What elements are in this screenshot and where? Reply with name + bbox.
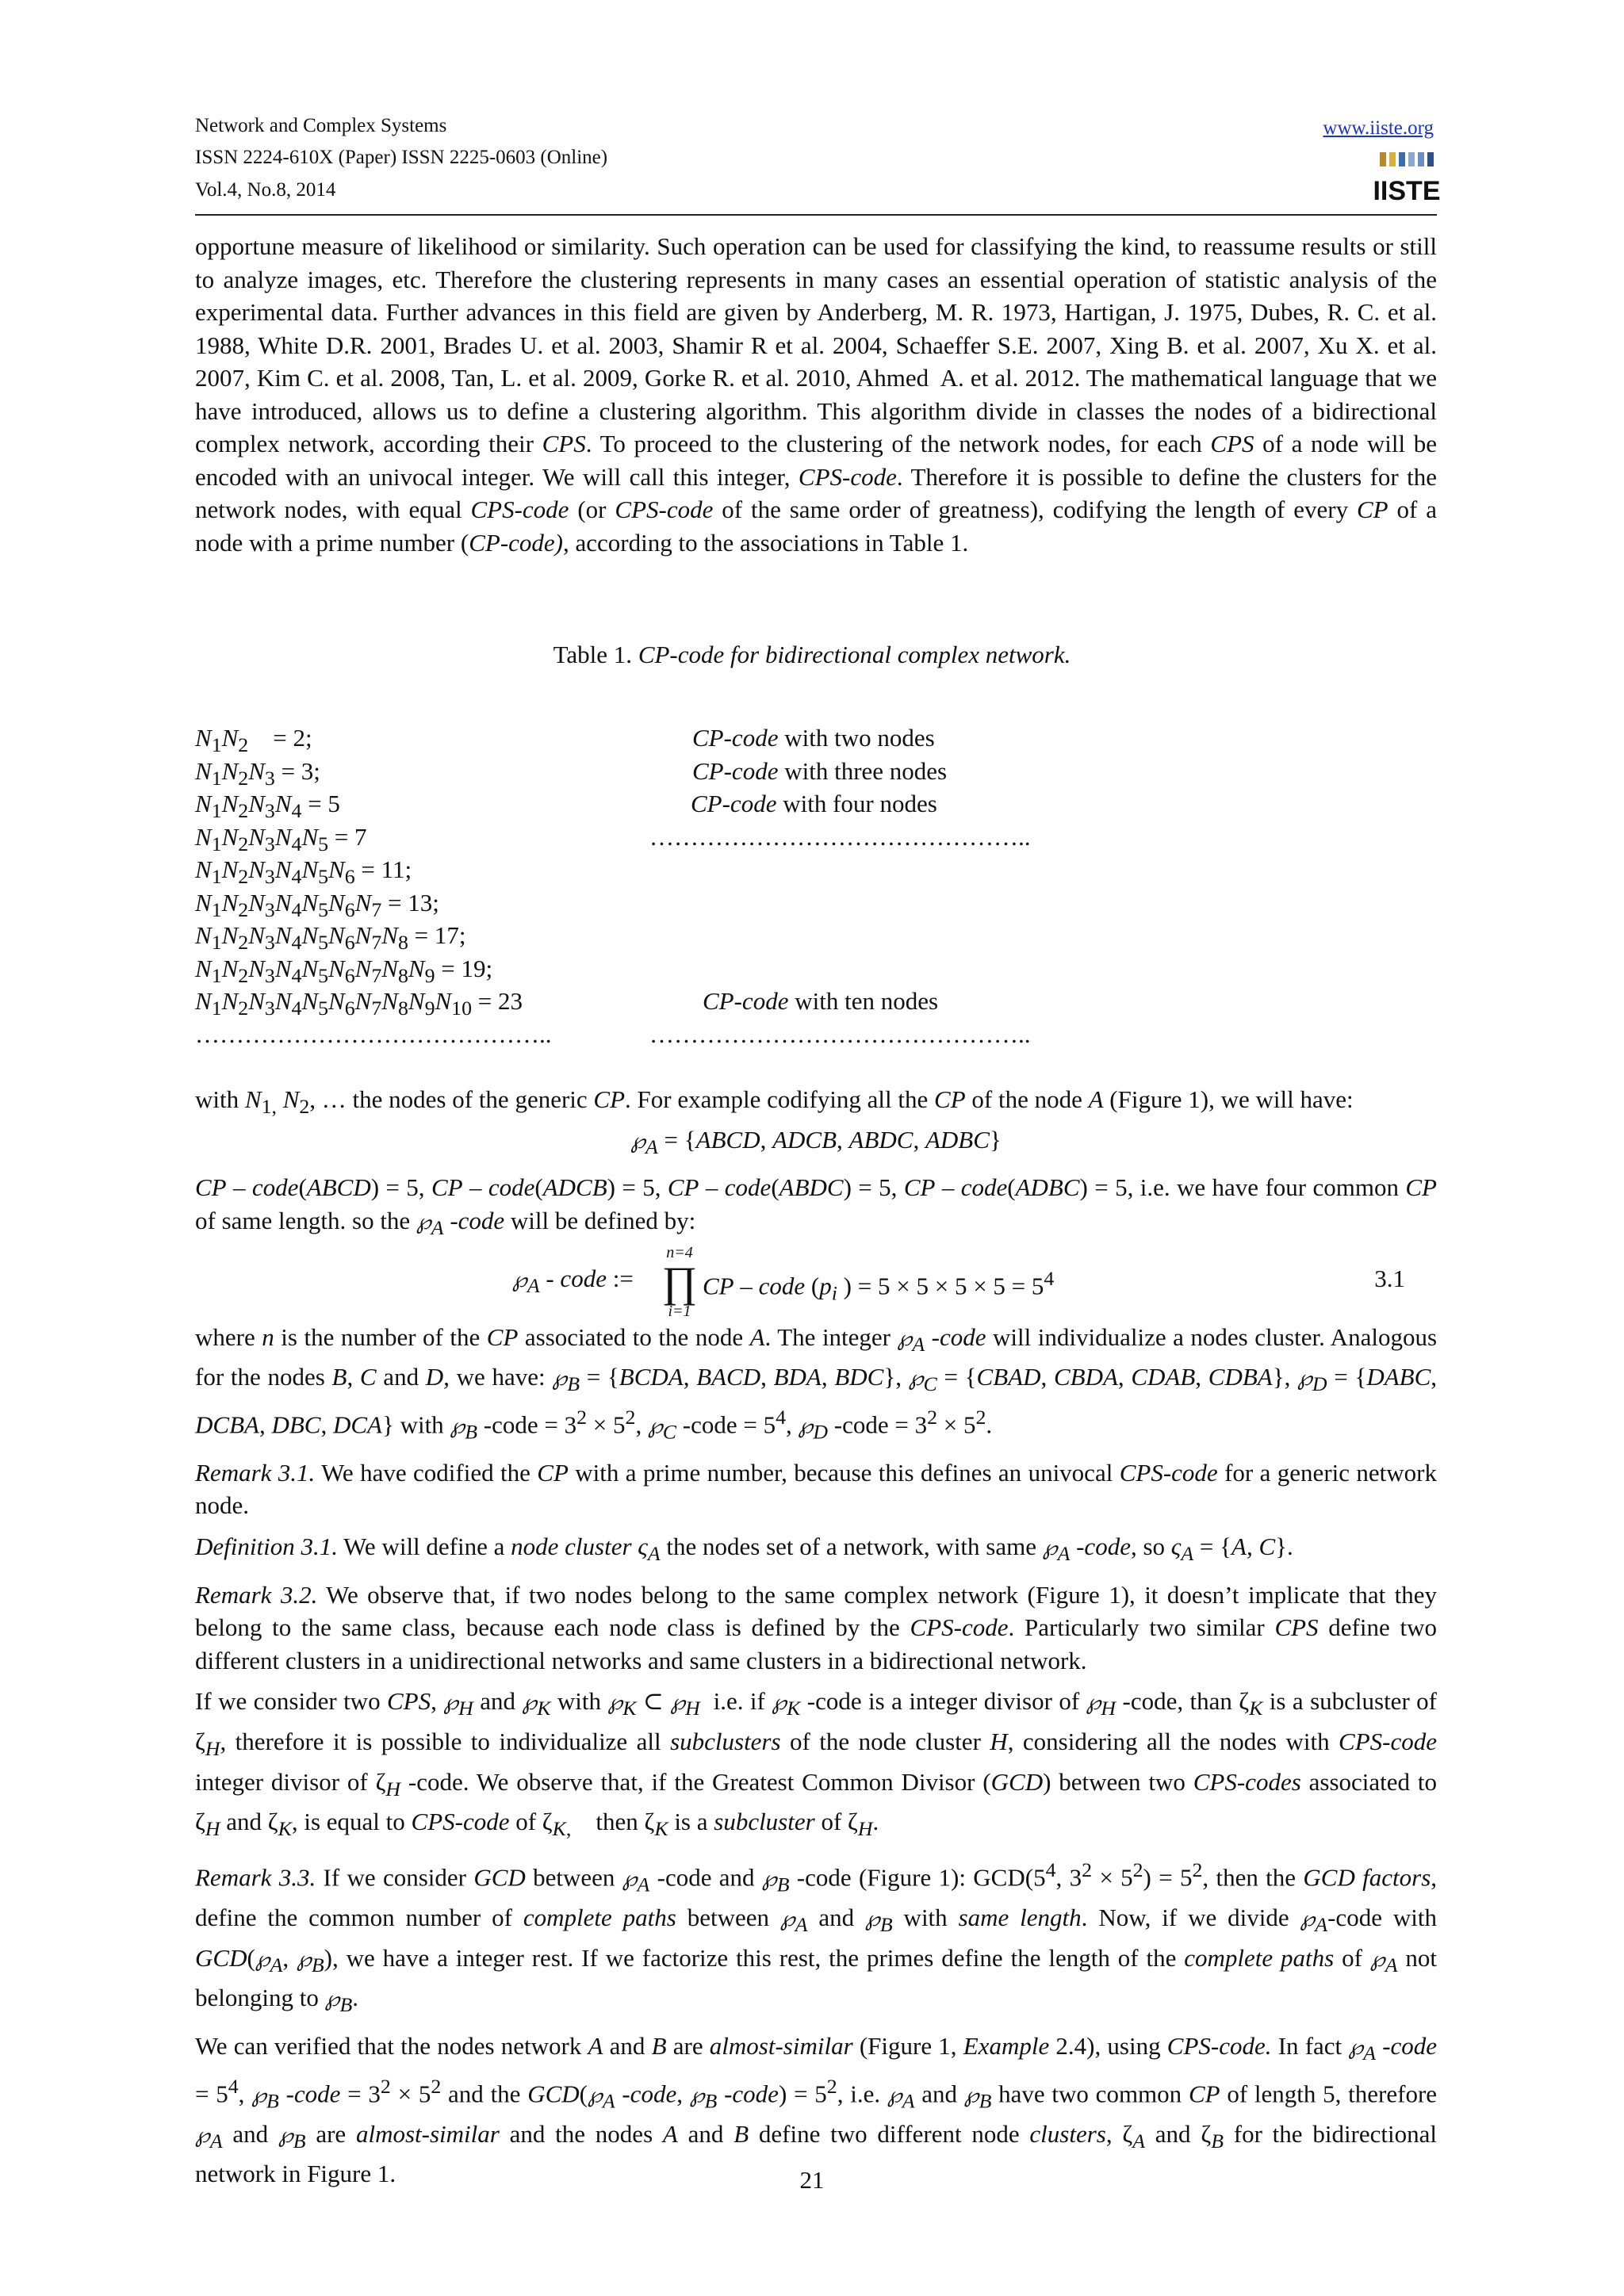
table-row: $N_1N_2N_3N_4N_5N_6N_7N_8 = 17$; (195, 921, 466, 955)
iiste-logo (1373, 149, 1441, 206)
page-number: 21 (799, 2166, 825, 2194)
equation-number: 3.1 (1374, 1264, 1405, 1292)
table-row: $N_1N_2N_3N_4N_5 = 7$ ……………………………………….. (195, 822, 1031, 855)
issn-line: ISSN 2224-610X (Paper) ISSN 2225-0603 (Online) (195, 147, 608, 168)
table-row: $N_1N_2N_3 = 3$; CP-code with three nodes (195, 756, 948, 790)
volume-line: Vol.4, No.8, 2014 (195, 179, 336, 201)
cp-code-table (195, 721, 1437, 1050)
main-text: with $N_{1,}$ $N_2$, … the nodes of the generic CP. For example codifying all the CP of the node A (Figure 1), we will have: $℘_A$ = {ABCD, ADCB, ABDC, ADBC} CP – code(ABCD) = 5, CP – code(ADCB) = 5, CP – code(ABDC) = 5, CP – code(ADBC) = 5, i.e. we have four common CP of same length. so the $℘_A$ -code will be defined by: n=4 ∏ i=1 $℘_A$ - code := CP – code ($p_i$ ) = $5 \times 5 \times 5 \times 5 = 5^4$ 3.1 where n is the number of the CP associated to the node A. The integer $℘_A$ -code will individualize a nodes cluster. Analogous for the nodes B, C and D, we have: $℘_B$ = {BCDA, BACD, BDA, BDC}, $℘_C$ = {CBAD, CBDA, CDAB, CDBA}, $℘_D$ = {DABC, DCBA, DBC, DCA} with $℘_B$ -code = $3^2 \times 5^2$, $℘_C$ -code = $5^4$, $℘_D$ -code = $3^2 \times 5^2$. Remark 3.1. We have codified the CP with a prime number, because this defines an univocal CPS-code for a generic network node. Definition 3.1. We will define a node cluster $\varsigma_A$ the nodes set of a network, with same $℘_A$ -code, so $\varsigma_A = \{A$, C}. Remark 3.2. We observe that, if two nodes belong to the same complex network (Figure 1), it doesn’t implicate that they belong to the same class, because each node class is defined by the CPS-code. Particularly two similar CPS define two different clusters in a unidirectional networks and same clusters in a bidirectional network. If we consider two CPS, $℘_H$ and $℘_K$ with $℘_K$ ⊂ $℘_H$ i.e. if $℘_K$ -code is a integer divisor of $℘_H$ -code, than $\zeta_K$ is a subcluster of $\zeta_H$, therefore it is possible to individualize all subclusters of the node cluster H, considering all the nodes with CPS-code integer divisor of $\zeta_H$ -code. We observe that, if the Greatest Common Divisor (GCD) between two CPS-codes associated to $\zeta_H$ and $\zeta_K$, is equal to CPS-code of $\zeta_{K,}$ then $\zeta_K$ is a subcluster of $\zeta_H$. Remark 3.3. If we consider GCD between $℘_A$ -code and $℘_B$ -code (Figure 1): $GCD(5^4$, $3^2 \times 5^2) = 5^2$, then the GCD factors, define the common number of complete paths between $℘_A$ and $℘_B$ with same length. Now, if we divide $℘_A$-code with $GCD(℘_A$, $℘_B$), we have a integer rest. If we factorize this rest, the primes define the length of the complete paths of $℘_A$ not belonging to $℘_B$. We can verified that the nodes network A and B are almost-similar (Figure 1, Example 2.4), using CPS-code. In fact $℘_A$ -code = $5^4$, $℘_B$ -code = $3^2 \times 5^2$ and the $GCD(℘_A$ -code, $℘_B$ -code) = $5^2$, i.e. $℘_A$ and $℘_B$ have two common CP of length 5, therefore $℘_A$ and $℘_B$ are almost-similar and the nodes A and B define two different node clusters, $\zeta_A$ and $\zeta_B$ for the bidirectional network in Figure 1. (195, 1085, 1438, 2188)
intro-paragraph: opportune measure of likelihood or similarity. Such operation can be used for classifying the kind, to reassume results or still to analyze images, etc. Therefore the clustering represents in many cases an essential operation of statistic analysis of the experimental data. Further advances in this field are given by Anderberg, M. R. 1973, Hartigan, J. 1975, Dubes, R. C. et al. 1988, White D.R. 2001, Brades U. et al. 2003, Shamir R et al. 2004, Schaeffer S.E. 2007, Xing B. et al. 2007, Xu X. et al. 2007, Kim C. et al. 2008, Tan, L. et al. 2009, Gorke R. et al. 2010, Ahmed A. et al. 2012. The mathematical language that we have introduced, allows us to define a clustering algorithm. This algorithm divide in classes the nodes of a bidirectional complex network, according their CPS. To proceed to the clustering of the network nodes, for each CPS of a node will be encoded with an univocal integer. We will call this integer, CPS-code. Therefore it is possible to define the clusters for the network nodes, with equal CPS-code (or CPS-code of the same order of greatness), codifying the length of every CP of a node with a prime number (CP-code), according to the associations in Table 1. (195, 232, 1438, 557)
table-row: …………………………………….. ……………………………………….. (195, 1020, 1031, 1048)
equation-3-1: n=4 ∏ i=1 $℘_A$ - code := CP – code ($p_i$ ) = $5 \times 5 \times 5 \times 5 = 5^4$ 3.1 (512, 1243, 1405, 1320)
table-row: $N_1N_2N_3N_4N_5N_6N_7 = 13$; (195, 888, 439, 921)
header-rule (195, 214, 1437, 216)
website-link[interactable]: www.iiste.org (1323, 117, 1434, 139)
table-row: $N_1N_2N_3N_4 = 5$ CP-code with four nodes (195, 790, 937, 823)
journal-name: Network and Complex Systems (195, 115, 447, 136)
table-row: $N_1N_2N_3N_4N_5N_6N_7N_8N_9 = 19$; (195, 954, 493, 987)
table-caption: Table 1. CP-code for bidirectional complex network. (553, 641, 1071, 668)
logo-text: IISTE (1373, 176, 1441, 206)
table-row: $N_1N_2N_3N_4N_5N_6N_7N_8N_9N_{10} = 23$ CP-code with ten nodes (195, 987, 939, 1020)
table-row: $N_1N_2N_3N_4N_5N_6 = 11$; (195, 855, 412, 889)
product-operator: n=4 ∏ i=1 (661, 1243, 698, 1320)
table-row: $N_1N_2$ = 2; CP-code with two nodes (195, 724, 935, 757)
